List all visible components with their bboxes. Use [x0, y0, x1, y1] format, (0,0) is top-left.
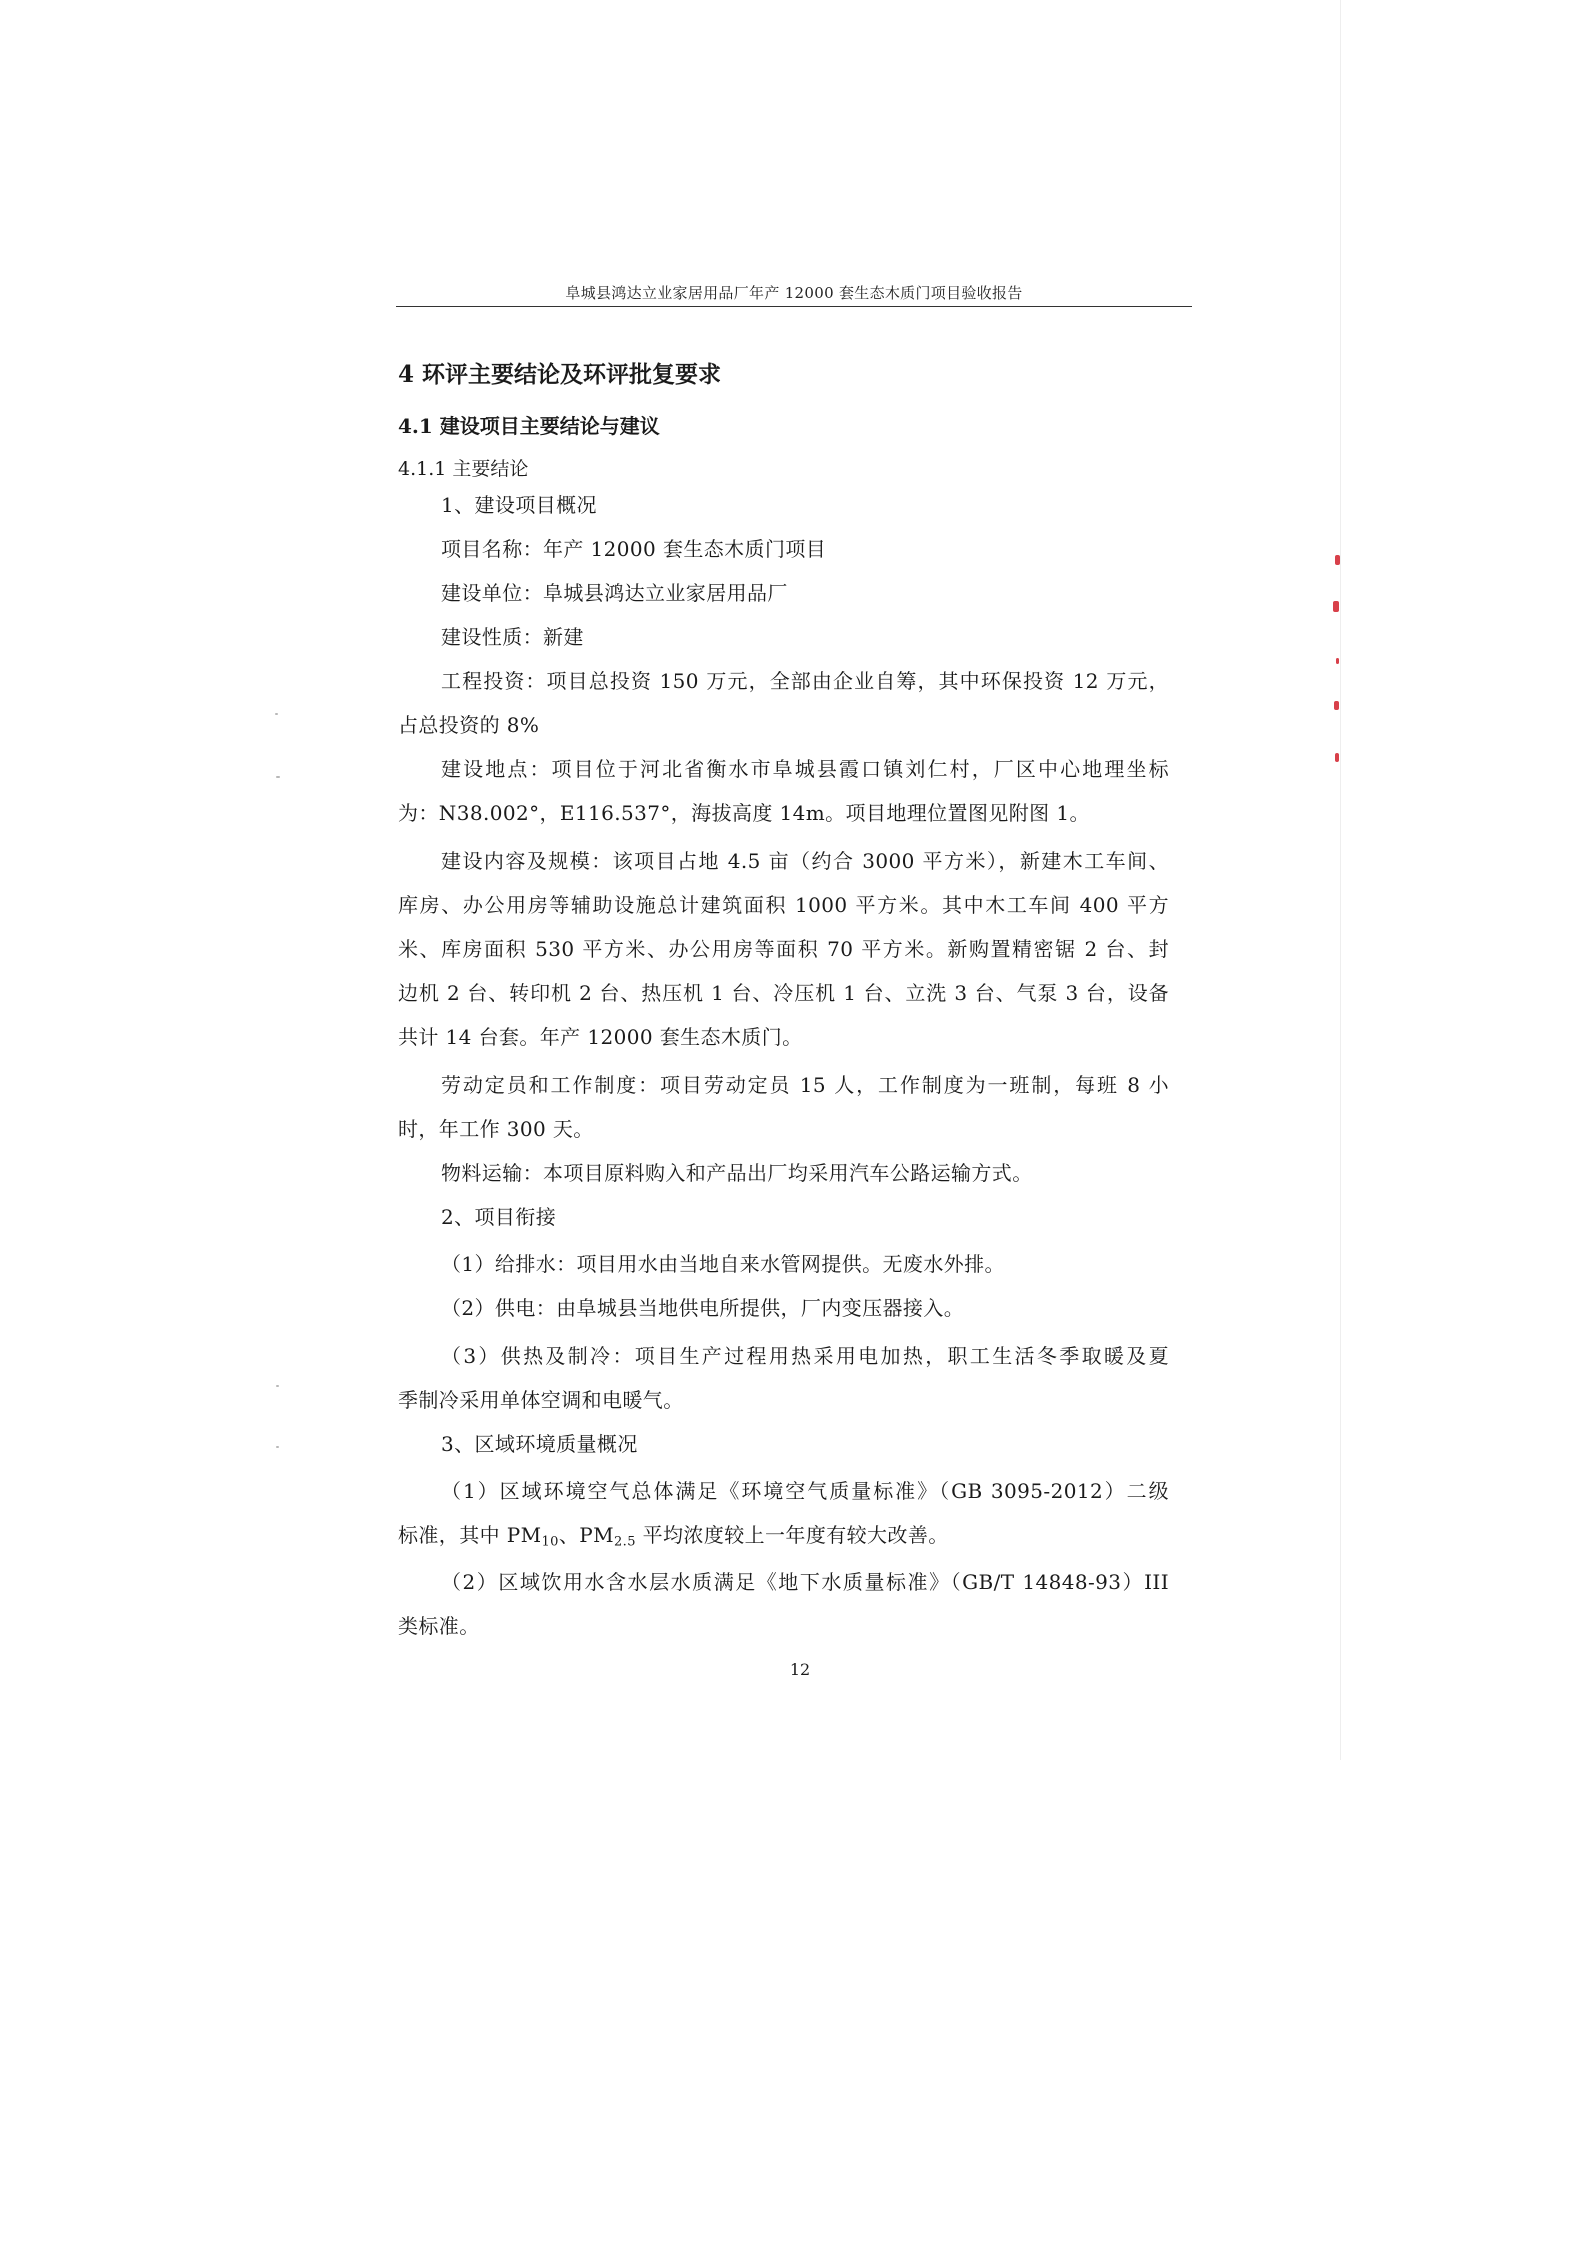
staffing-line-1: 劳动定员和工作制度：项目劳动定员 15 人，工作制度为一班制，每班 8 小 [441, 1073, 1169, 1097]
running-header: 阜城县鸿达立业家居用品厂年产 12000 套生态木质门项目验收报告 [565, 284, 1023, 302]
water-line: （1）给排水：项目用水由当地自来水管网提供。无废水外排。 [441, 1252, 1005, 1276]
subsection-title: 4.1 建设项目主要结论与建议 [398, 414, 660, 438]
stamp-fragment [1335, 555, 1340, 565]
item-heading-2: 2、项目衔接 [441, 1205, 557, 1229]
heating-line-1: （3）供热及制冷：项目生产过程用热采用电加热，职工生活冬季取暖及夏 [441, 1344, 1169, 1368]
page-number: 12 [789, 1660, 811, 1679]
transport-line: 物料运输：本项目原料购入和产品出厂均采用汽车公路运输方式。 [441, 1161, 1033, 1185]
scan-speck [275, 713, 278, 715]
scan-speck [276, 776, 280, 778]
item-heading-3: 3、区域环境质量概况 [441, 1432, 638, 1456]
scale-line-2: 库房、办公用房等辅助设施总计建筑面积 1000 平方米。其中木工车间 400 平方 [398, 893, 1169, 917]
project-name: 项目名称：年产 12000 套生态木质门项目 [441, 537, 827, 561]
construction-nature: 建设性质：新建 [441, 625, 584, 649]
air-quality-line-1: （1）区域环境空气总体满足《环境空气质量标准》（GB 3095-2012）二级 [441, 1479, 1169, 1503]
construction-unit: 建设单位：阜城县鸿达立业家居用品厂 [441, 581, 788, 605]
location-line-1: 建设地点：项目位于河北省衡水市阜城县霞口镇刘仁村，厂区中心地理坐标 [441, 757, 1169, 781]
header-rule [396, 306, 1192, 307]
scan-speck [276, 1385, 279, 1387]
stamp-fragment [1334, 701, 1339, 710]
scale-line-4: 边机 2 台、转印机 2 台、热压机 1 台、冷压机 1 台、立洗 3 台、气泵 3 台，设备 [398, 981, 1169, 1005]
scale-line-3: 米、库房面积 530 平方米、办公用房等面积 70 平方米。新购置精密锯 2 台、封 [398, 937, 1169, 961]
stamp-fragment [1336, 658, 1339, 664]
scan-edge-line [1340, 0, 1341, 1760]
scan-speck [276, 1446, 279, 1448]
scale-line-1: 建设内容及规模：该项目占地 4.5 亩（约合 3000 平方米），新建木工车间、 [441, 849, 1169, 873]
heating-line-2: 季制冷采用单体空调和电暖气。 [398, 1388, 684, 1412]
subsubsection-title: 4.1.1 主要结论 [398, 458, 529, 480]
stamp-fragment [1333, 601, 1339, 612]
air-quality-line-2: 标准，其中 $PM_{10}$、$PM_{2.5}$ 平均浓度较上一年度有较大改善。 [398, 1523, 949, 1550]
investment-line-2: 占总投资的 8% [398, 713, 540, 737]
scale-line-5: 共计 14 台套。年产 12000 套生态木质门。 [398, 1025, 803, 1049]
location-line-2: 为：N38.002°，E116.537°，海拔高度 14m。项目地理位置图见附图 1。 [398, 801, 1090, 825]
groundwater-line-2: 类标准。 [398, 1614, 480, 1638]
stamp-fragment [1335, 753, 1339, 762]
section-title: 4 环评主要结论及环评批复要求 [398, 361, 722, 388]
power-line: （2）供电：由阜城县当地供电所提供，厂内变压器接入。 [441, 1296, 965, 1320]
investment-line-1: 工程投资：项目总投资 150 万元，全部由企业自筹，其中环保投资 12 万元， [441, 669, 1169, 693]
item-heading-1: 1、建设项目概况 [441, 493, 597, 517]
groundwater-line-1: （2）区域饮用水含水层水质满足《地下水质量标准》（GB/T 14848-93）III [441, 1570, 1169, 1594]
staffing-line-2: 时，年工作 300 天。 [398, 1117, 594, 1141]
